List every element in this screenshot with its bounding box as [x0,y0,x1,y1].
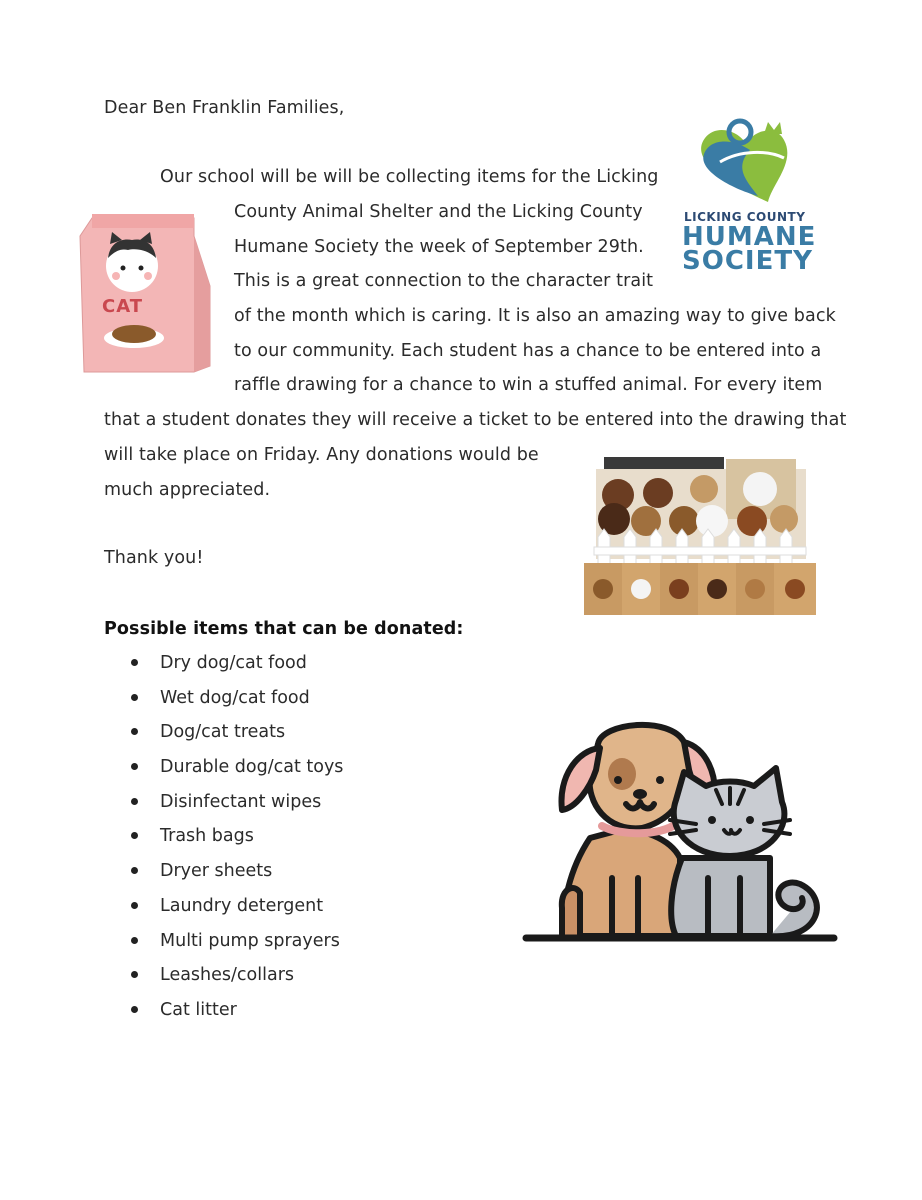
body-line: Humane Society the week of September 29th. [234,237,644,257]
heart-hug-icon [650,110,850,210]
body-line: raffle drawing for a chance to win a stuffed animal. For every item [234,375,823,395]
list-item-label: Dog/cat treats [160,722,286,742]
bullet-icon [131,1006,138,1013]
body-line: to our community. Each student has a chance to be entered into a [234,341,822,361]
dog-and-cat-icon [520,708,840,948]
bullet-icon [131,902,138,909]
list-item-label: Trash bags [160,826,254,846]
bullet-icon [131,659,138,666]
list-item-label: Laundry detergent [160,896,324,916]
body-line: Our school will be will be collecting items for the Licking [160,167,659,187]
donations-heading: Possible items that can be donated: [104,619,464,639]
logo-line2: HUMANE [682,222,817,252]
stuffed-animals-icon [584,455,816,615]
stuffed-animals-photo [584,455,816,615]
list-item-label: Leashes/collars [160,965,295,985]
list-item-label: Durable dog/cat toys [160,757,344,777]
list-item-label: Dryer sheets [160,861,273,881]
bullet-icon [131,763,138,770]
cat-food-bag-icon [76,206,216,374]
cat-food-bag-label: CAT [102,296,144,317]
list-item-label: Wet dog/cat food [160,688,310,708]
body-line: County Animal Shelter and the Licking County [234,202,643,222]
logo-line3: SOCIETY [682,246,813,276]
bullet-icon [131,832,138,839]
bullet-icon [131,867,138,874]
bullet-icon [131,971,138,978]
cat-food-bag [76,206,216,374]
body-line: that a student donates they will receive a ticket to be entered into the drawing that [104,410,847,430]
bullet-icon [131,728,138,735]
list-item-label: Cat litter [160,1000,237,1020]
greeting: Dear Ben Franklin Families, [104,98,345,118]
humane-society-logo [650,110,850,276]
list-item-label: Multi pump sprayers [160,931,340,951]
bullet-icon [131,694,138,701]
list-item-label: Disinfectant wipes [160,792,322,812]
body-line: This is a great connection to the character trait [234,271,654,291]
logo-line1: LICKING COUNTY [684,210,806,224]
body-line: much appreciated. [104,480,271,500]
list-item-label: Dry dog/cat food [160,653,307,673]
closing: Thank you! [104,548,204,568]
dog-and-cat-illustration [520,708,840,948]
bullet-icon [131,798,138,805]
body-line: of the month which is caring. It is also an amazing way to give back [234,306,836,326]
bullet-icon [131,937,138,944]
body-line: will take place on Friday. Any donations would be [104,445,539,465]
